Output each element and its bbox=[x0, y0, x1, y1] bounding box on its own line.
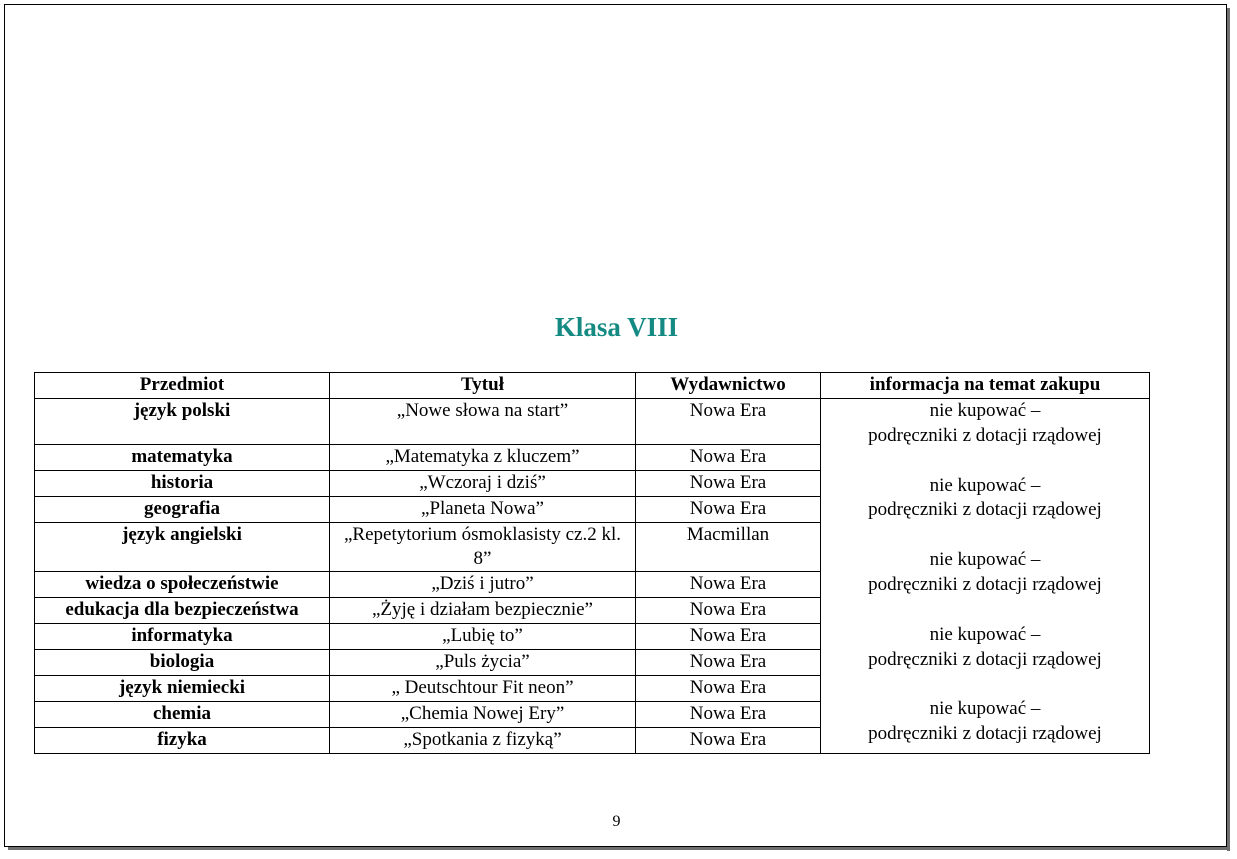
header-title: Tytuł bbox=[330, 373, 636, 399]
subject-cell: biologia bbox=[35, 650, 330, 676]
publisher-cell: Nowa Era bbox=[636, 572, 821, 598]
title-cell: „Spotkania z fizyką” bbox=[330, 728, 636, 754]
header-subject: Przedmiot bbox=[35, 373, 330, 399]
subject-cell: informatyka bbox=[35, 624, 330, 650]
publisher-cell: Nowa Era bbox=[636, 399, 821, 445]
title-cell: „Puls życia” bbox=[330, 650, 636, 676]
subject-cell: fizyka bbox=[35, 728, 330, 754]
subject-cell: język angielski bbox=[35, 523, 330, 572]
publisher-cell: Nowa Era bbox=[636, 702, 821, 728]
publisher-cell: Nowa Era bbox=[636, 624, 821, 650]
subject-cell: język niemiecki bbox=[35, 676, 330, 702]
purchase-info-line: nie kupować – bbox=[929, 549, 1041, 571]
purchase-info-note bbox=[824, 697, 1146, 747]
textbook-table bbox=[34, 372, 1150, 754]
purchase-info-line: nie kupować – bbox=[929, 698, 1041, 720]
title-cell: „Nowe słowa na start” bbox=[330, 399, 636, 445]
publisher-cell: Nowa Era bbox=[636, 497, 821, 523]
subject-cell: język polski bbox=[35, 399, 330, 445]
subject-cell: historia bbox=[35, 471, 330, 497]
title-cell: „Dziś i jutro” bbox=[330, 572, 636, 598]
title-cell: „Matematyka z kluczem” bbox=[330, 445, 636, 471]
purchase-info-cell bbox=[821, 399, 1150, 754]
subject-cell: matematyka bbox=[35, 445, 330, 471]
page-shadow-right bbox=[1227, 8, 1230, 851]
subject-cell: edukacja dla bezpieczeństwa bbox=[35, 598, 330, 624]
subject-cell: chemia bbox=[35, 702, 330, 728]
purchase-info-note bbox=[824, 474, 1146, 524]
subject-cell: geografia bbox=[35, 497, 330, 523]
subject-cell: wiedza o społeczeństwie bbox=[35, 572, 330, 598]
page-shadow-bottom bbox=[8, 847, 1230, 850]
purchase-info-line: podręczniki z dotacji rządowej bbox=[868, 424, 1102, 446]
title-cell: „ Deutschtour Fit neon” bbox=[330, 676, 636, 702]
page-number: 9 bbox=[612, 813, 621, 830]
table-row bbox=[35, 399, 1150, 445]
publisher-cell: Nowa Era bbox=[636, 650, 821, 676]
purchase-info-line: nie kupować – bbox=[929, 623, 1041, 645]
purchase-info-note bbox=[824, 623, 1146, 673]
purchase-info-line: nie kupować – bbox=[929, 474, 1041, 496]
publisher-cell: Nowa Era bbox=[636, 676, 821, 702]
title-cell: „Repetytorium ósmoklasisty cz.2 kl. 8” bbox=[330, 523, 636, 572]
purchase-info-note bbox=[824, 548, 1146, 598]
purchase-info-line: podręczniki z dotacji rządowej bbox=[868, 573, 1102, 595]
title-cell: „Planeta Nowa” bbox=[330, 497, 636, 523]
purchase-info-line: podręczniki z dotacji rządowej bbox=[868, 648, 1102, 670]
publisher-cell: Nowa Era bbox=[636, 471, 821, 497]
title-cell: „Lubię to” bbox=[330, 624, 636, 650]
title-cell: „Wczoraj i dziś” bbox=[330, 471, 636, 497]
publisher-cell: Nowa Era bbox=[636, 728, 821, 754]
header-publisher: Wydawnictwo bbox=[636, 373, 821, 399]
title-cell: „Chemia Nowej Ery” bbox=[330, 702, 636, 728]
publisher-cell: Nowa Era bbox=[636, 598, 821, 624]
purchase-info-line: nie kupować – bbox=[929, 400, 1041, 421]
publisher-cell: Macmillan bbox=[636, 523, 821, 572]
title-cell: „Żyję i działam bezpiecznie” bbox=[330, 598, 636, 624]
publisher-cell: Nowa Era bbox=[636, 445, 821, 471]
purchase-info-line: podręczniki z dotacji rządowej bbox=[868, 499, 1102, 521]
table-header-row bbox=[35, 373, 1150, 399]
document-page bbox=[4, 4, 1227, 847]
page-title: Klasa VIII bbox=[554, 312, 679, 342]
purchase-info-line: podręczniki z dotacji rządowej bbox=[868, 723, 1102, 745]
header-purchase-info: informacja na temat zakupu bbox=[821, 373, 1150, 399]
purchase-info-note bbox=[824, 399, 1146, 449]
